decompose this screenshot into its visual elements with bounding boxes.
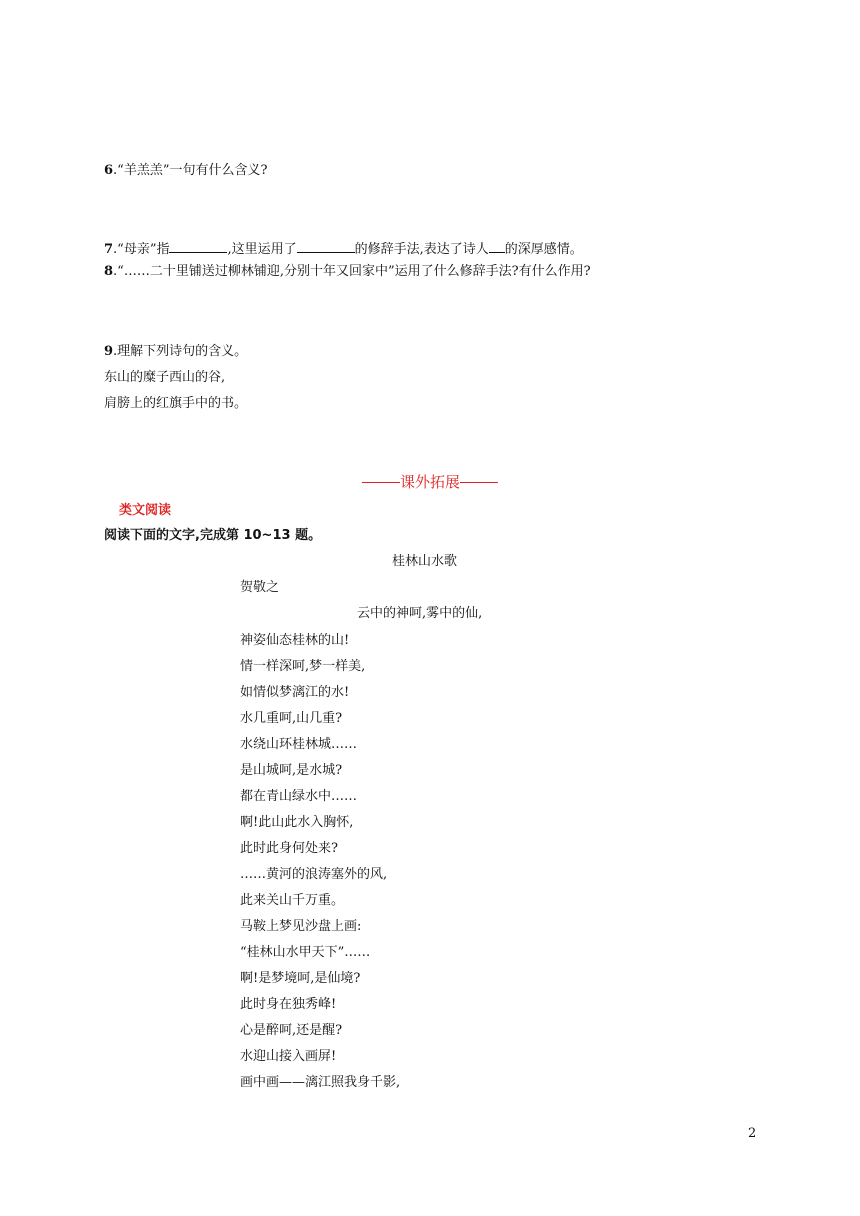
question-text-part: .“母亲”指 bbox=[113, 242, 170, 257]
poem-line: 啊!是梦境呵,是仙境? bbox=[240, 971, 361, 986]
answer-blank[interactable] bbox=[297, 240, 355, 253]
question-text: .“……二十里铺送过柳林铺迎,分别十年又回家中”运用了什么修辞手法?有什么作用? bbox=[113, 264, 591, 279]
question-8 bbox=[104, 263, 591, 281]
question-text-part: 的修辞手法,表达了诗人 bbox=[354, 242, 489, 257]
poem-line: 是山城呵,是水城? bbox=[240, 763, 343, 778]
poem-line: 水迎山接入画屏! bbox=[240, 1049, 337, 1064]
instruction: 阅读下面的文字,完成第 10~13 题。 bbox=[104, 528, 322, 543]
answer-blank[interactable] bbox=[489, 240, 505, 253]
section-title-text: 课外拓展 bbox=[399, 473, 460, 491]
title-rule-left bbox=[362, 482, 400, 483]
question-number: 7 bbox=[104, 242, 114, 257]
poem-line: 此来关山千万重。 bbox=[240, 893, 345, 908]
poem-line: 水几重呵,山几重? bbox=[240, 711, 343, 726]
poem-line: 此时此身何处来? bbox=[240, 841, 338, 856]
poem-line: 水绕山环桂林城…… bbox=[240, 737, 358, 752]
question-text-part: ,这里运用了 bbox=[227, 242, 297, 257]
poem-first-line: 云中的神呵,雾中的仙, bbox=[357, 606, 483, 621]
poem-line: 情一样深呵,梦一样美, bbox=[240, 659, 366, 674]
quoted-poem-line: 肩膀上的红旗手中的书。 bbox=[104, 396, 248, 411]
answer-blank[interactable] bbox=[169, 240, 227, 253]
poem-line: 都在青山绿水中…… bbox=[240, 789, 358, 804]
poem-line: 此时身在独秀峰! bbox=[240, 997, 337, 1012]
question-number: 6 bbox=[104, 163, 114, 178]
question-text: .“羊羔羔”一句有什么含义? bbox=[113, 163, 268, 178]
poem-body bbox=[240, 628, 400, 1096]
poem-line: 心是醉呵,还是醒? bbox=[240, 1023, 343, 1038]
question-number: 9 bbox=[104, 344, 114, 359]
section-title bbox=[0, 471, 860, 492]
question-9 bbox=[104, 343, 247, 361]
question-6 bbox=[104, 162, 267, 180]
quoted-poem-line: 东山的糜子西山的谷, bbox=[104, 370, 226, 385]
poem-line: 啊!此山此水入胸怀, bbox=[240, 815, 354, 830]
question-text: .理解下列诗句的含义。 bbox=[113, 344, 248, 359]
question-number: 8 bbox=[104, 264, 114, 279]
poem-line: “桂林山水甲天下”…… bbox=[240, 945, 371, 960]
poem-line: ……黄河的浪涛塞外的风, bbox=[240, 867, 388, 882]
poem-author: 贺敬之 bbox=[240, 580, 280, 595]
subheading: 类文阅读 bbox=[119, 503, 172, 518]
page-number: 2 bbox=[748, 1126, 757, 1141]
question-7 bbox=[104, 240, 583, 259]
poem-line: 马鞍上梦见沙盘上画: bbox=[240, 919, 362, 934]
poem-line: 神姿仙态桂林的山! bbox=[240, 633, 350, 648]
question-text-part: 的深厚感情。 bbox=[504, 242, 583, 257]
poem-title: 桂林山水歌 bbox=[392, 554, 458, 569]
poem-line: 画中画——漓江照我身千影, bbox=[240, 1075, 401, 1090]
poem-line: 如情似梦漓江的水! bbox=[240, 685, 350, 700]
title-rule-right bbox=[460, 482, 498, 483]
